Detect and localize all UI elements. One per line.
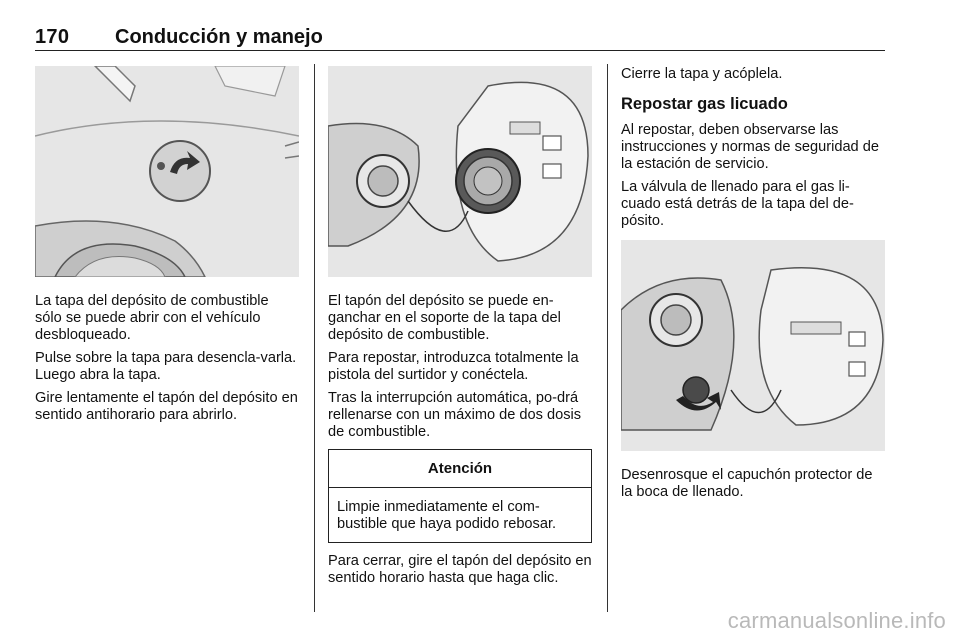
page-number: 170 bbox=[35, 26, 70, 48]
paragraph: Pulse sobre la tapa para desencla-varla. Luego abra la tapa. bbox=[35, 350, 297, 383]
figure-caption: Desenrosque el capuchón protector de la boca de llenado. bbox=[621, 467, 873, 500]
car-side-illustration bbox=[35, 66, 299, 277]
figure-lpg-valve bbox=[621, 240, 885, 451]
notice-text: Limpie inmediatamente el com-bustible que haya podido rebosar. bbox=[337, 499, 557, 532]
figure-fuel-door-car bbox=[35, 66, 299, 277]
column-2 bbox=[328, 66, 592, 593]
paragraph: Para cerrar, gire el tapón del depósito en sentido horario hasta que haga clic. bbox=[328, 553, 592, 586]
column-divider-1 bbox=[314, 64, 315, 612]
fuel-cap-illustration bbox=[328, 66, 592, 277]
section-title: Conducción y manejo bbox=[115, 26, 323, 48]
page-header bbox=[35, 26, 885, 52]
paragraph: Al repostar, deben observarse las instrucciones y normas de seguridad de la estación de servicio. bbox=[621, 122, 879, 172]
figure-fuel-cap-holder bbox=[328, 66, 592, 277]
column-divider-2 bbox=[607, 64, 608, 612]
column-1 bbox=[35, 66, 299, 430]
paragraph: El tapón del depósito se puede en-ganchar en el soporte de la tapa del depósito de combustible. bbox=[328, 293, 561, 343]
notice-box bbox=[328, 449, 592, 543]
subsection-heading: Repostar gas licuado bbox=[621, 95, 788, 113]
header-rule bbox=[35, 50, 885, 51]
watermark: carmanualsonline.info bbox=[727, 608, 946, 633]
column-3 bbox=[621, 66, 885, 507]
paragraph: Tras la interrupción automática, po-drá rellenarse con un máximo de dos dosis de combustible. bbox=[328, 390, 582, 440]
notice-title: Atención bbox=[329, 450, 591, 488]
lpg-valve-illustration bbox=[621, 240, 885, 451]
paragraph: La válvula de llenado para el gas li-cuado está detrás de la tapa del de-pósito. bbox=[621, 179, 854, 229]
paragraph: Cierre la tapa y acóplela. bbox=[621, 66, 783, 82]
paragraph: Gire lentamente el tapón del depósito en sentido antihorario para abrirlo. bbox=[35, 390, 298, 423]
paragraph: Para repostar, introduzca totalmente la pistola del surtidor y conéctela. bbox=[328, 350, 579, 383]
paragraph: La tapa del depósito de combustible sólo se puede abrir con el vehículo desbloqueado. bbox=[35, 293, 269, 343]
